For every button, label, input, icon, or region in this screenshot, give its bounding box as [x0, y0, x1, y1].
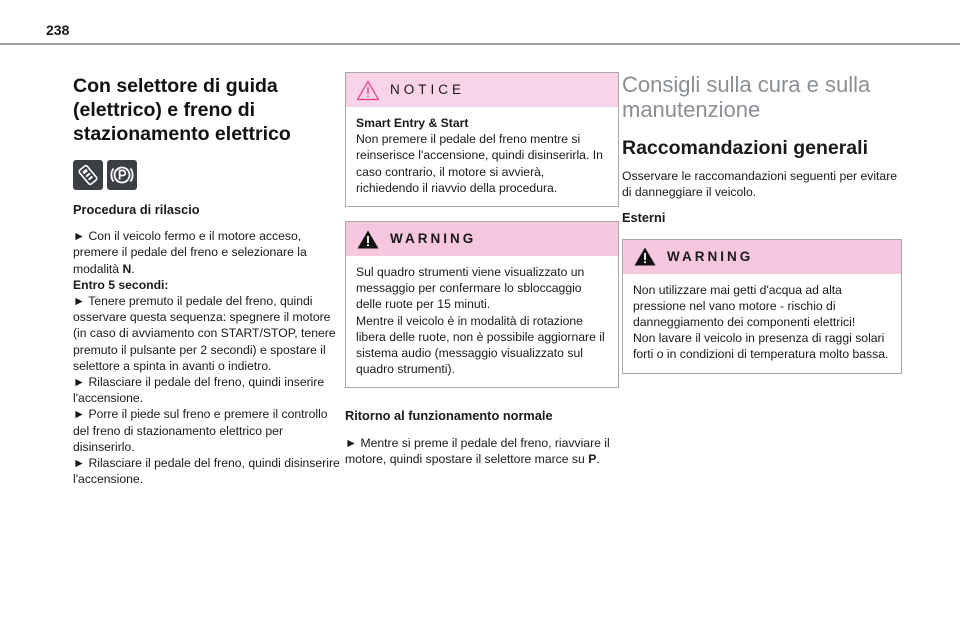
- warning-label: WARNING: [667, 248, 754, 264]
- chapter-title: Consigli sulla cura e sulla manutenzione: [622, 72, 871, 122]
- warning-text-1: Non utilizzare mai getti d'acqua ad alta pressione nel vano motore - rischio di danneggiamento dei componenti elettrici!: [633, 282, 856, 330]
- page-number: 238: [46, 22, 70, 38]
- warning-triangle-icon: [633, 246, 657, 267]
- parking-brake-icon: [107, 160, 137, 190]
- warning-triangle-icon: [356, 229, 380, 250]
- warning-text-2: Non lavare il veicolo in presenza di raggi solari forti o in condizioni di temperatura molto bassa.: [633, 331, 889, 362]
- column-middle: [345, 72, 619, 467]
- warning-box: [345, 221, 619, 388]
- warning-box-exterior: [622, 239, 902, 374]
- gear-selector-icon: [73, 160, 103, 190]
- step-4: ► Porre il piede sul freno e premere il controllo del freno di stazionamento elettrico per disinserirlo.: [73, 407, 328, 454]
- step-1: ► Con il veicolo fermo e il motore acceso, premere il pedale del freno e selezionare la modalità N.: [73, 229, 307, 276]
- within-5-seconds-label: Entro 5 secondi:: [73, 277, 169, 292]
- step-3: ► Rilasciare il pedale del freno, quindi inserire l'accensione.: [73, 375, 325, 406]
- return-step: ► Mentre si preme il pedale del freno, riavviare il motore, quindi spostare il selettore marce su P.: [345, 435, 610, 466]
- subheading-exterior: Esterni: [622, 210, 666, 226]
- notice-box: [345, 72, 619, 207]
- column-right: [622, 72, 902, 388]
- section-title-general: Raccomandazioni generali: [622, 137, 868, 159]
- warning-header: [346, 222, 618, 256]
- section-title: Con selettore di guida (elettrico) e freno di stazionamento elettrico: [73, 75, 291, 145]
- notice-label: NOTICE: [390, 81, 466, 97]
- header-rule: [0, 43, 960, 45]
- icon-row: [73, 160, 341, 190]
- step-5: ► Rilasciare il pedale del freno, quindi disinserire l'accensione.: [73, 456, 340, 487]
- warning-text-1: Sul quadro strumenti viene visualizzato un messaggio per confermare lo sbloccaggio delle ruote per 15 minuti.: [356, 265, 585, 312]
- notice-title: Smart Entry & Start: [356, 116, 469, 130]
- warning-label: WARNING: [390, 230, 477, 246]
- notice-triangle-icon: [356, 80, 380, 101]
- warning-header-exterior: [623, 240, 901, 274]
- step-2: ► Tenere premuto il pedale del freno, quindi osservare questa sequenza: spegnere il motore (in caso di avviamento con START/STOP, tenere premuto il pulsante per 2 secondi) e spostare il selettore a spinta in avanti o indietro.: [73, 294, 336, 373]
- notice-text: Non premere il pedale del freno mentre si reinserisce l'accensione, quindi disinserirla. In caso contrario, il motore si avvierà, richiedendo il riavvio della procedura.: [356, 132, 603, 195]
- warning-text-2: Mentre il veicolo è in modalità di rotazione libera delle ruote, non è possibile aggiornare il sistema audio (messaggio visualizzato sul quadro strumenti).: [356, 313, 605, 377]
- notice-header: [346, 73, 618, 107]
- intro-text: Osservare le raccomandazioni seguenti per evitare di danneggiare il veicolo.: [622, 169, 898, 200]
- subheading-release: Procedura di rilascio: [73, 202, 200, 217]
- subheading-return: Ritorno al funzionamento normale: [345, 408, 553, 424]
- column-left: [73, 74, 341, 487]
